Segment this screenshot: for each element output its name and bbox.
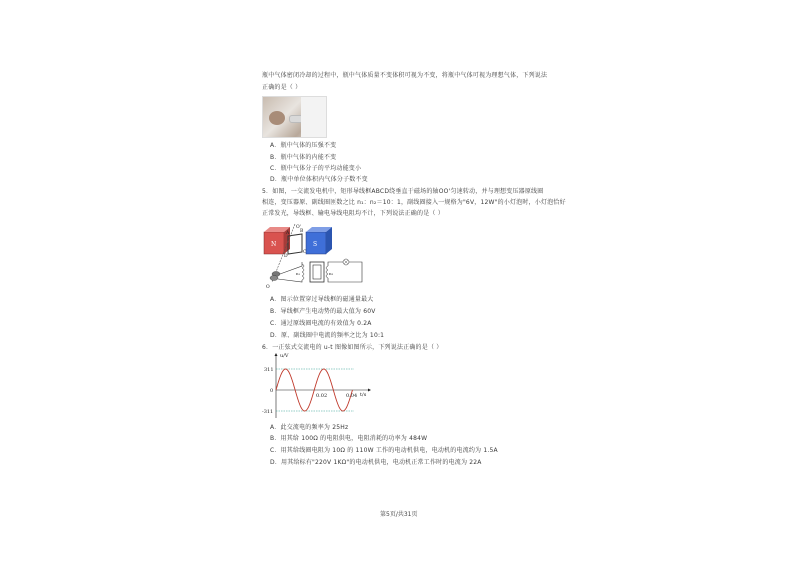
q6-option-d: D．用其给标有"220V 1KΩ"的电动机供电，电动机正常工作时的电流为 22A <box>270 459 482 466</box>
q3-option-b: B．瓶中气体的内能不变 <box>270 154 337 161</box>
q5-option-a: A．图示位置穿过导线框的磁通量最大 <box>270 296 374 303</box>
axis-o-label: O <box>266 285 270 290</box>
chart-y-tick-bottom: -311 <box>262 409 274 415</box>
q5-stem-line3: 正常发光，导线框、输电导线电阻均不计，下列说法正确的是（ ） <box>262 210 444 217</box>
q6-option-b: B．用其给 100Ω 的电阻供电，电阻消耗的功率为 484W <box>270 435 428 442</box>
primary-n1-label: n₁ <box>296 271 301 276</box>
q5-stem-line1: 5．如图，一交流发电机中，矩形导线框ABCD绕垂直于磁场的轴OO'匀速转动，并与理想变压器原线圈 <box>262 188 544 195</box>
q6-option-c: C．用其给线圈电阻为 10Ω 的 110W 工作的电动机供电，电动机的电流约为 1.5A <box>270 447 498 454</box>
q3-photo-figure <box>262 96 327 138</box>
coil-c-label: C <box>303 250 307 255</box>
coil-b-label: B <box>300 229 304 234</box>
chart-x-tick-end: 0.04 <box>346 393 358 399</box>
q3-stem-line2: 正确的是（ ） <box>262 84 302 91</box>
coil-d-label: D <box>284 254 288 259</box>
chart-x-axis-arrow <box>368 389 371 392</box>
q3-option-c: C．瓶中气体分子的平均动能变小 <box>270 165 362 172</box>
axis-o-prime-label: O' <box>296 225 301 230</box>
page-footer: 第5页/共31页 <box>380 511 418 518</box>
q3-option-a: A．瓶中气体的压强不变 <box>270 142 337 149</box>
q5-option-b: B．导线框产生电动势的最大值为 60V <box>270 308 376 315</box>
chart-y-tick-zero: 0 <box>270 388 274 394</box>
q6-option-a: A．此交流电的频率为 25Hz <box>270 424 349 431</box>
q5-option-d: D．原、副线圈中电流的频率之比为 10:1 <box>270 332 385 339</box>
q6-stem: 6．一正弦式交流电的 u-t 图像如图所示，下列说法正确的是（ ） <box>262 344 443 351</box>
coil-a-label: A <box>286 231 290 236</box>
q5-generator-figure <box>262 222 372 292</box>
chart-x-axis-label: t/s <box>360 392 367 398</box>
chart-y-axis-label: u/V <box>280 353 289 359</box>
magnet-n-label: N <box>271 241 277 248</box>
q6-ut-chart <box>262 352 372 420</box>
chart-y-tick-top: 311 <box>264 367 274 373</box>
q3-option-d: D．瓶中单位体积内气体分子数不变 <box>270 176 368 183</box>
magnet-s-label: S <box>313 241 318 248</box>
q3-stem-line1: 瓶中气体密闭冷却的过程中，瓶中气体质量不变体积可视为不变，将瓶中气体可视为理想气体，下列说法 <box>262 72 548 79</box>
q5-option-c: C．通过原线圈电流的有效值为 0.2A <box>270 320 372 327</box>
chart-y-axis-arrow <box>275 353 278 356</box>
secondary-n2-label: n₂ <box>329 271 334 276</box>
q5-stem-line2: 相连，变压器原、副线圈匝数之比 n₁：n₂＝10：1，副线圈接入一规格为"6V，12W"的小灯泡时，小灯泡恰好 <box>262 199 566 206</box>
chart-x-tick-mid: 0.02 <box>316 393 328 399</box>
